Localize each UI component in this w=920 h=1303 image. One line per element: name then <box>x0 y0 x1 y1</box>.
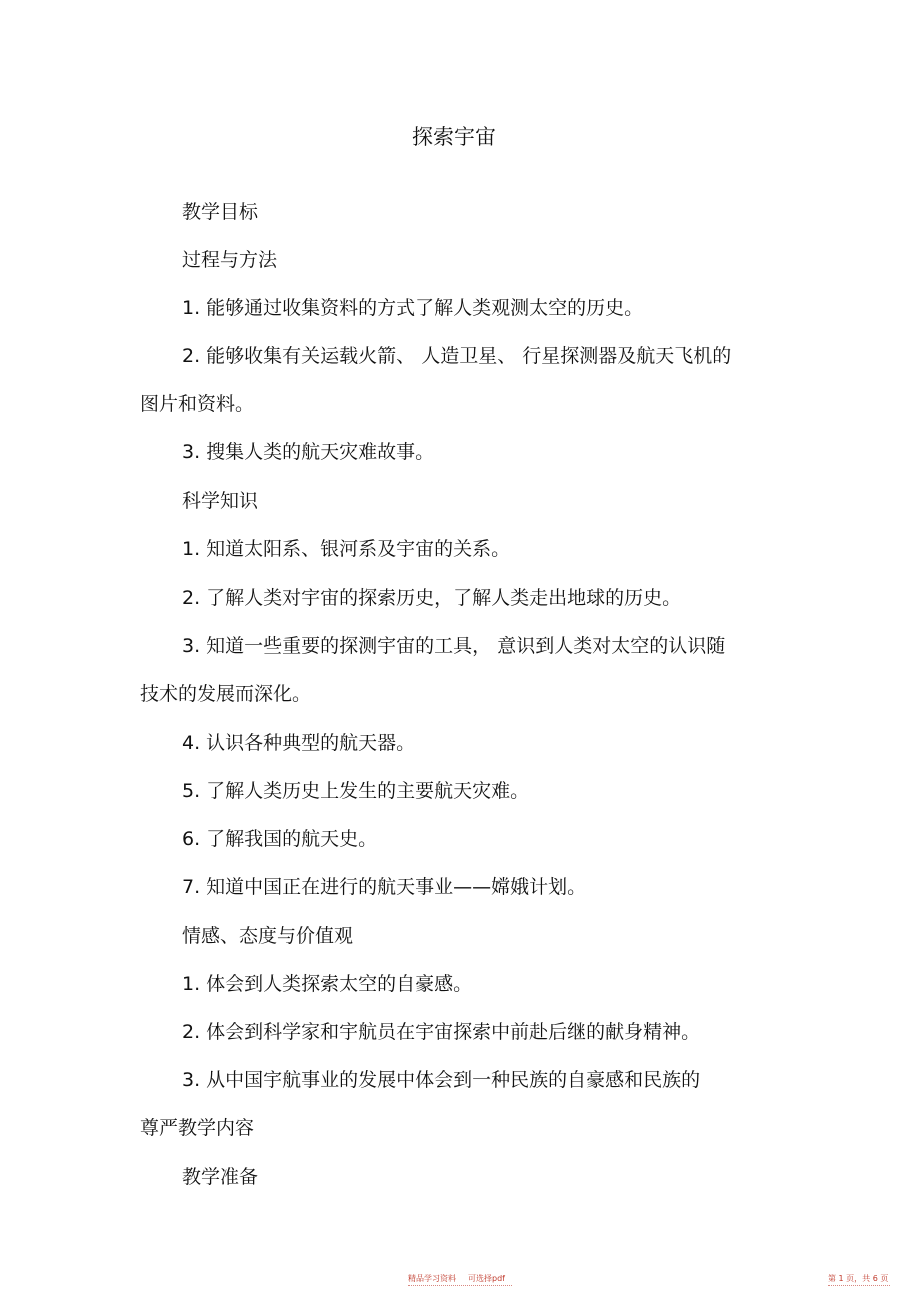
footer-watermark <box>408 1273 505 1285</box>
paragraph-line: 5. 了解人类历史上发生的主要航天灾难。 <box>182 780 530 802</box>
paragraph-line-continued: 尊严教学内容 <box>140 1117 255 1139</box>
paragraph-line: 2. 体会到科学家和宇航员在宇宙探索中前赴后继的献身精神。 <box>182 1021 701 1043</box>
footer-dotted-divider <box>408 1285 512 1286</box>
heading-teaching-preparation: 教学准备 <box>182 1166 259 1188</box>
paragraph-line: 1. 体会到人类探索太空的自豪感。 <box>182 973 473 995</box>
heading-process-method: 过程与方法 <box>182 249 278 271</box>
paragraph-line: 2. 能够收集有关运载火箭、 人造卫星、 行星探测器及航天飞机的 <box>182 345 732 367</box>
paragraph-line: 1. 知道太阳系、银河系及宇宙的关系。 <box>182 538 511 560</box>
paragraph-line: 3. 搜集人类的航天灾难故事。 <box>182 441 435 463</box>
paragraph-line: 1. 能够通过收集资料的方式了解人类观测太空的历史。 <box>182 297 644 319</box>
document-title: 探索宇宙 <box>412 125 496 149</box>
heading-teaching-goals: 教学目标 <box>182 201 259 223</box>
paragraph-line: 7. 知道中国正在进行的航天事业——嫦娥计划。 <box>182 876 587 898</box>
paragraph-line-continued: 技术的发展而深化。 <box>140 683 312 705</box>
footer-label: 可选择pdf <box>468 1274 505 1283</box>
footer-dotted-divider <box>828 1285 890 1286</box>
paragraph-line-continued: 图片和资料。 <box>140 393 255 415</box>
paragraph-line: 3. 从中国宇航事业的发展中体会到一种民族的自豪感和民族的 <box>182 1069 701 1091</box>
heading-science-knowledge: 科学知识 <box>182 490 259 512</box>
heading-emotion-attitude-values: 情感、态度与价值观 <box>182 925 354 947</box>
paragraph-line: 2. 了解人类对宇宙的探索历史，了解人类走出地球的历史。 <box>182 587 682 609</box>
footer-label: 精品学习资料 <box>408 1274 456 1283</box>
page-number: 第 1 页，共 6 页 <box>828 1274 889 1283</box>
paragraph-line: 4. 认识各种典型的航天器。 <box>182 732 416 754</box>
paragraph-line: 6. 了解我国的航天史。 <box>182 828 378 850</box>
paragraph-line: 3. 知道一些重要的探测宇宙的工具， 意识到人类对太空的认识随 <box>182 635 726 657</box>
